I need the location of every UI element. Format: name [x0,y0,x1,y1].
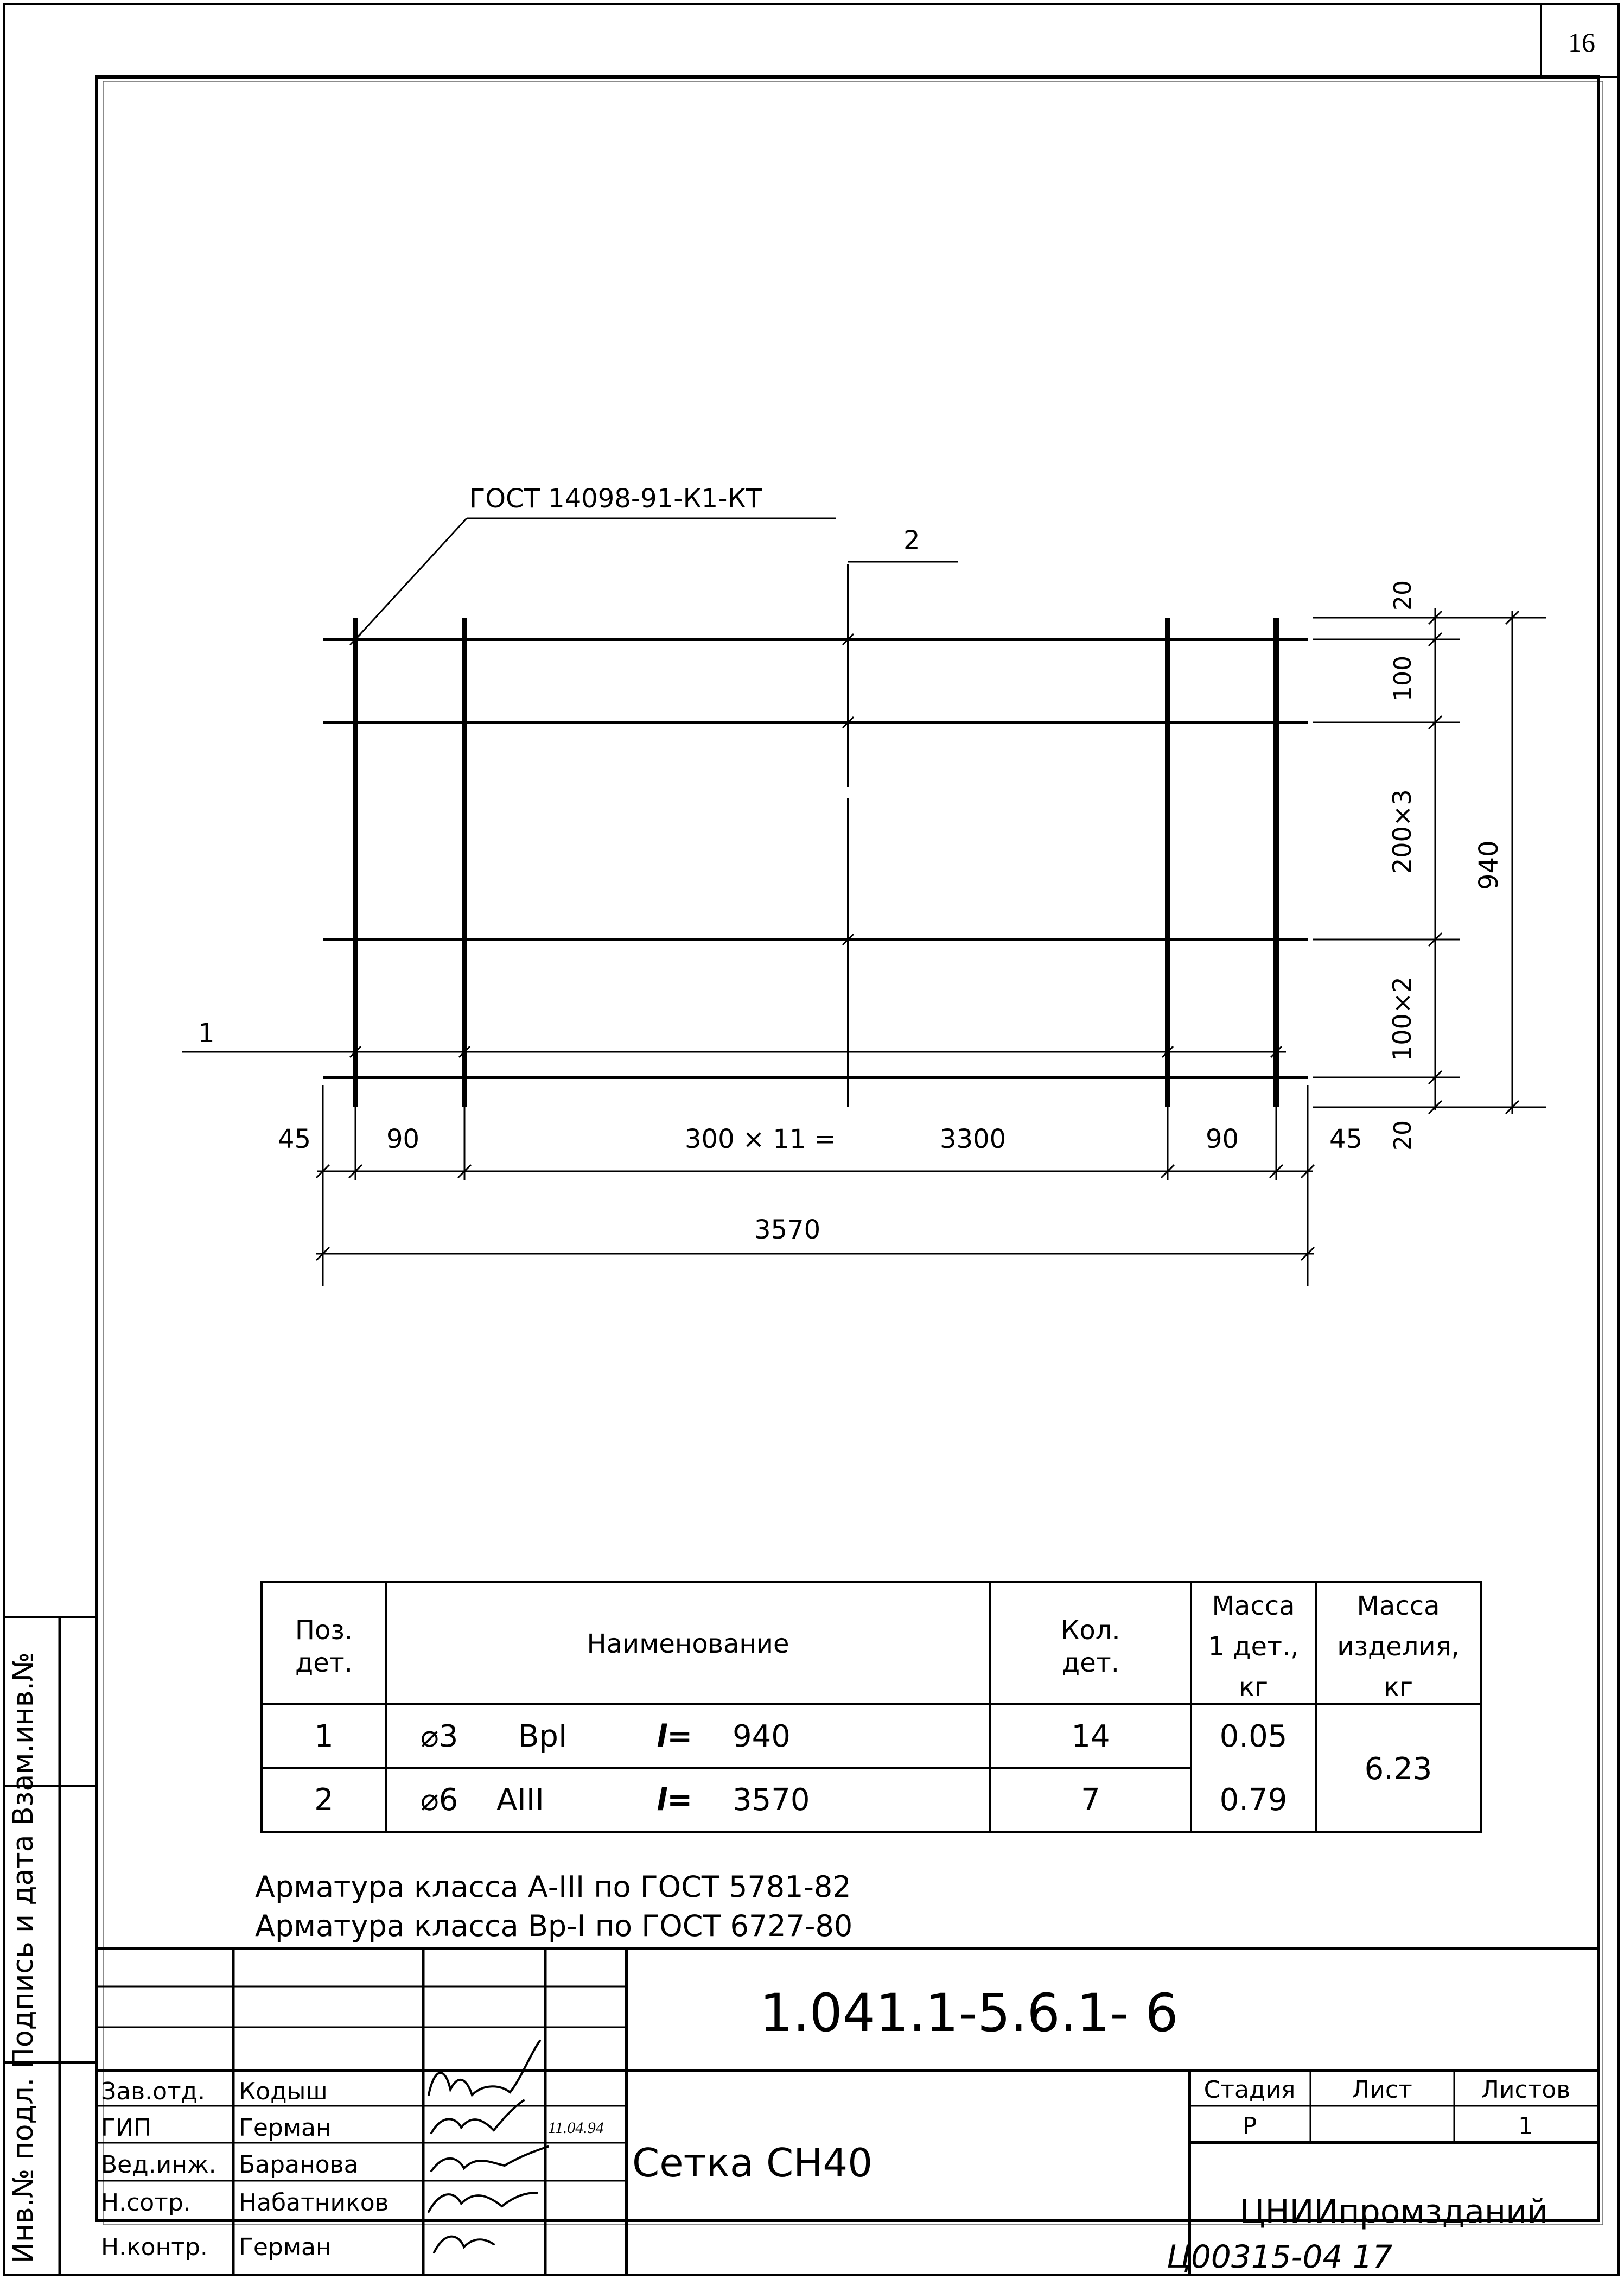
row1-class: ВрI [518,1719,568,1754]
dim-right-90: 90 [1206,1124,1239,1154]
hdr-name: Наименование [587,1629,789,1659]
signature-researcher [429,2193,537,2212]
role-head: Зав.отд. [101,2078,206,2105]
row1-mass: 0.05 [1219,1719,1288,1754]
total-mass: 6.23 [1364,1751,1432,1787]
hdr-pos-2: дет. [295,1648,353,1678]
sheet-label: Лист [1352,2076,1412,2104]
row1-qty: 14 [1071,1719,1110,1754]
dim-right-45: 45 [1329,1124,1363,1154]
row2-qty: 7 [1081,1782,1100,1818]
dim-middle: 300 × 11 = [685,1124,836,1154]
role-gip: ГИП [101,2114,151,2142]
stage-label: Стадия [1203,2076,1296,2104]
name-researcher: Набатников [239,2189,389,2217]
role-lead: Вед.инж. [101,2151,216,2179]
row2-pos: 2 [314,1782,334,1818]
dim-overall-height: 940 [1474,840,1504,890]
row1-pos: 1 [314,1719,334,1754]
hdr-mass-item-3: кг [1383,1672,1413,1703]
dim-overall-width: 3570 [754,1215,821,1245]
row2-mass: 0.79 [1219,1782,1288,1818]
row1-diam: ⌀3 [421,1719,458,1754]
hdr-mass-one-1: Масса [1212,1591,1295,1621]
note-1: Арматура класса А-III по ГОСТ 5781-82 [255,1870,851,1904]
weld-marks [350,634,1282,1057]
name-gip: Герман [239,2114,332,2142]
row1-len: 940 [733,1719,791,1754]
name-lead: Баранова [239,2151,359,2179]
side-stamp-text: Инв.№ подл. Подпись и дата Взам.инв.№ [7,1652,40,2263]
role-researcher: Н.сотр. [101,2189,191,2217]
approval-date: 11.04.94 [548,2119,604,2137]
dim-100x2: 100×2 [1387,976,1417,1061]
row2-len: 3570 [733,1782,810,1818]
row2-len-label: l= [657,1782,693,1818]
hdr-mass-one-2: 1 дет., [1208,1632,1299,1662]
signature-control [434,2237,494,2252]
hdr-qty-1: Кол. [1061,1615,1120,1646]
sheets-label: Листов [1481,2076,1571,2104]
row2-diam: ⌀6 [421,1782,458,1818]
page-number: 16 [1568,27,1595,58]
dim-bottom-20: 20 [1389,1120,1417,1151]
mesh-drawing [182,518,1546,1286]
dim-top-20: 20 [1389,580,1417,611]
role-control: Н.контр. [101,2233,208,2261]
dim-100: 100 [1389,656,1417,701]
drawing-code: 1.041.1-5.6.1- 6 [760,1983,1179,2043]
sheets-value: 1 [1518,2112,1533,2140]
hdr-mass-one-3: кг [1238,1672,1269,1703]
signature-head [429,2041,540,2095]
gost-leader [355,518,467,639]
name-head: Кодыш [239,2078,328,2105]
hdr-mass-item-1: Масса [1356,1591,1440,1621]
row2-class: AIII [496,1782,544,1818]
hdr-pos-1: Поз. [295,1615,353,1646]
row1-len-label: l= [657,1719,693,1754]
archive-note: Ц00315-04 17 [1167,2238,1393,2275]
organization: ЦНИИпромзданий [1239,2193,1549,2231]
hdr-mass-item-2: изделия, [1337,1632,1460,1662]
note-2: Арматура класса Вр-I по ГОСТ 6727-80 [255,1909,853,1943]
dim-200x3: 200×3 [1387,789,1417,874]
name-control: Герман [239,2233,332,2261]
product-name: Сетка СН40 [632,2140,873,2186]
dim-left-45: 45 [278,1124,311,1154]
stage-value: Р [1242,2112,1257,2140]
signature-lead [431,2147,548,2171]
callout-1-label: 1 [198,1018,215,1049]
hdr-qty-2: дет. [1062,1648,1119,1678]
dim-middle-total: 3300 [940,1124,1007,1154]
gost-leader-label: ГОСТ 14098-91-К1-КТ [469,484,762,514]
dim-left-90: 90 [386,1124,420,1154]
callout-2-label: 2 [903,525,920,556]
